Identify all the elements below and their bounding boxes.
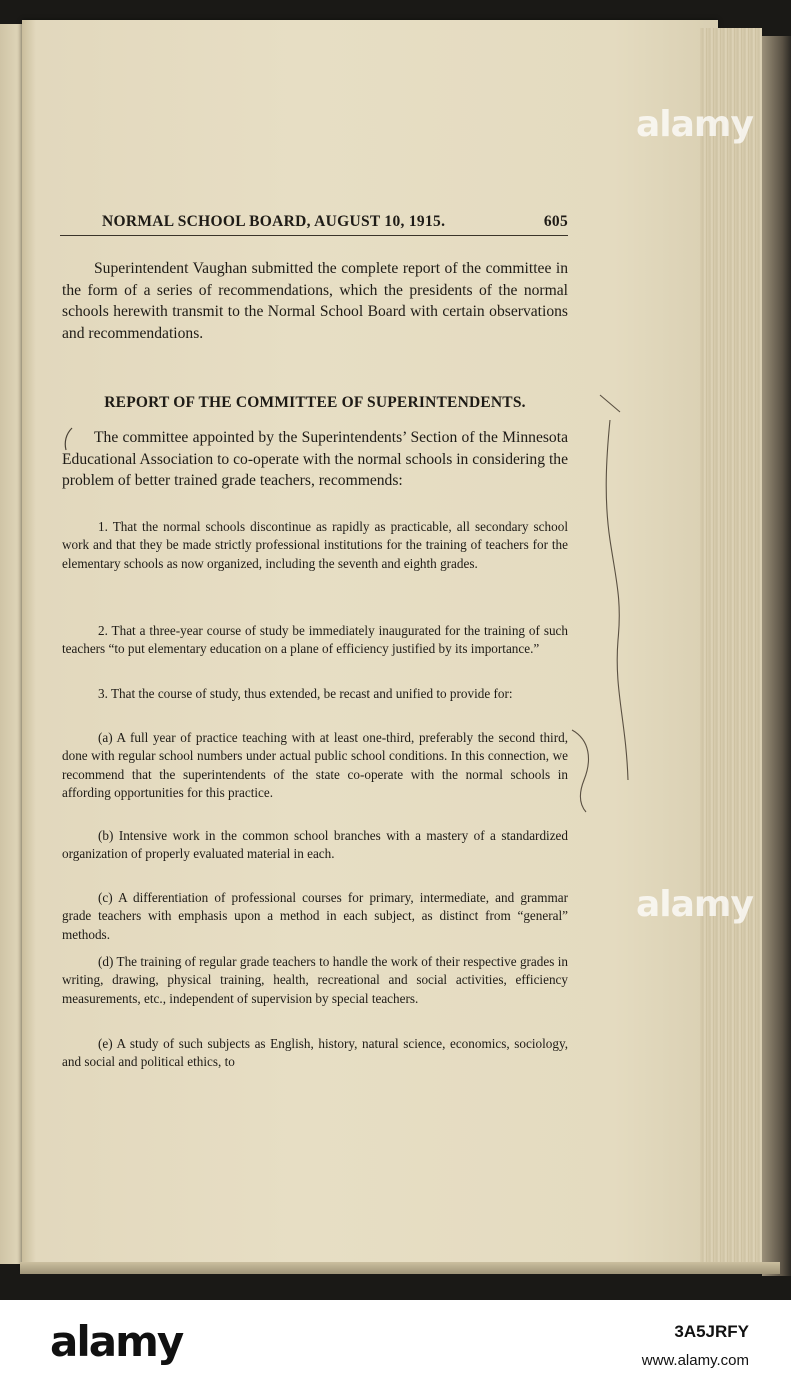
item-2: 2. That a three-year course of study be immediately inaugurated for the training of such teachers “to put elementary education on a plane of efficiency justified by its importance.” — [62, 623, 568, 657]
header-rule — [60, 235, 568, 236]
item-1: 1. That the normal schools discontinue as rapidly as practicable, all secondary school work and that they be made strictly professional institutions for the training of teachers for the elementary schools as now organized, including the seventh and eighth grades. — [62, 519, 568, 571]
running-head — [102, 213, 568, 231]
image-id: 3A5JRFY — [674, 1322, 749, 1341]
page-edges — [700, 28, 762, 1264]
item-3d: (d) The training of regular grade teachers to handle the work of their respective grades in writing, drawing, physical training, health, recreational and social activities, efficiency measurements, etc., independent of supervision by special teachers. — [62, 954, 568, 1006]
item-3b: (b) Intensive work in the common school branches with a mastery of a standardized organization of properly evaluated material in each. — [62, 828, 568, 862]
watermark-text: alamy — [636, 104, 753, 145]
page-bottom-edge — [20, 1262, 780, 1274]
item-3a: (a) A full year of practice teaching with at least one-third, preferably the second third, done with regular school numbers under actual public school conditions. In this connection, we recommend that the superintendents of the state co-operate with the normal schools in affording opportunities for this practice. — [62, 730, 568, 801]
item-3: 3. That the course of study, thus extended, be recast and unified to provide for: — [98, 686, 513, 701]
alamy-logo: alamy — [50, 1317, 183, 1366]
section-heading: REPORT OF THE COMMITTEE OF SUPERINTENDENTS. — [104, 394, 526, 411]
book-spine — [762, 36, 791, 1276]
watermark-text: alamy — [636, 884, 753, 925]
stock-url: www.alamy.com — [641, 1352, 749, 1369]
item-3c: (c) A differentiation of professional courses for primary, intermediate, and grammar grade teachers with emphasis upon a method in each subject, as distinct from “general” methods. — [62, 890, 568, 942]
committee-paragraph: The committee appointed by the Superintendents’ Section of the Minnesota Educational Association to co-operate with the normal schools in considering the problem of better trained grade teachers, recommends: — [62, 429, 568, 489]
running-head-title: NORMAL SCHOOL BOARD, AUGUST 10, 1915. — [102, 213, 446, 230]
intro-paragraph: Superintendent Vaughan submitted the complete report of the committee in the form of a series of recommendations, which the presidents of the normal schools herewith transmit to the Normal School Board with certain observations and recommendations. — [62, 260, 568, 342]
page-number: 605 — [543, 213, 568, 230]
item-3e: (e) A study of such subjects as English, history, natural science, economics, sociology, and social and political ethics, to — [62, 1036, 568, 1070]
